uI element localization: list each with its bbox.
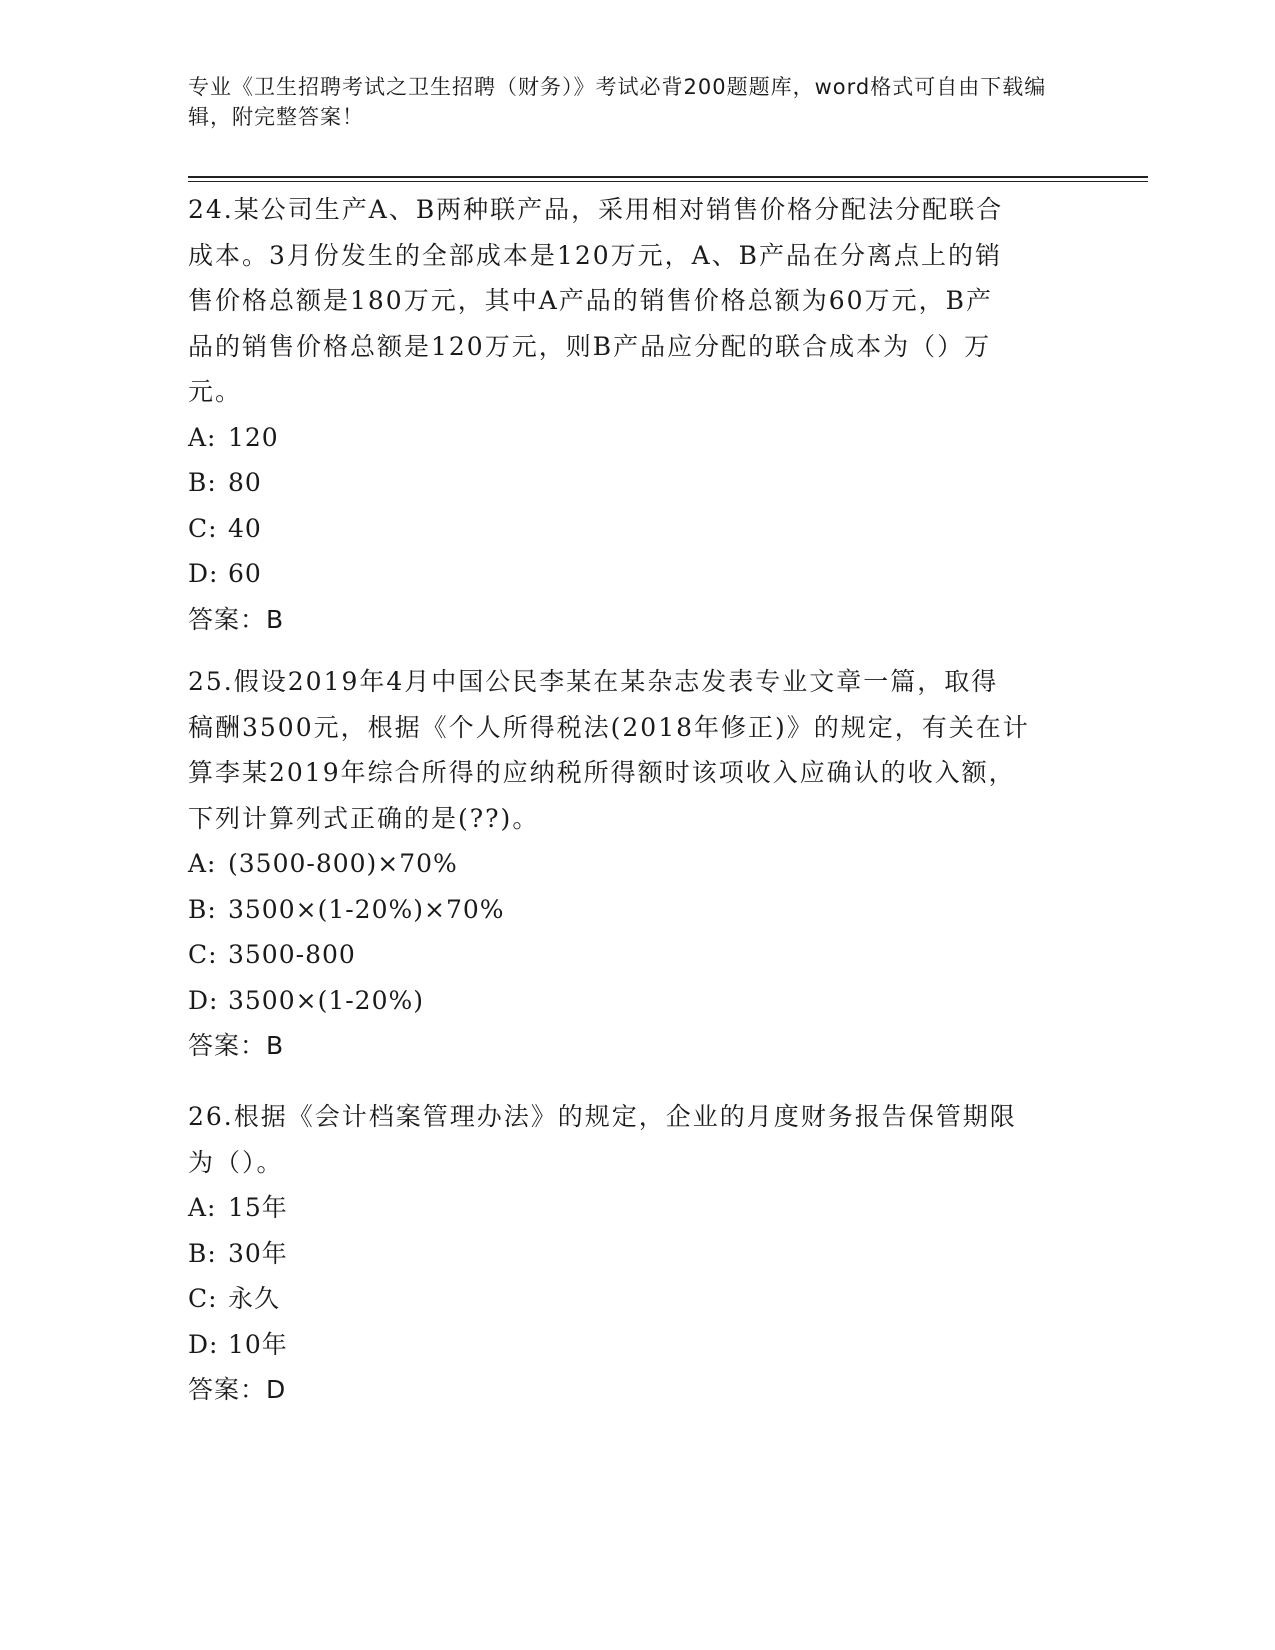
option-a: [188, 1185, 1088, 1231]
option-letter: B:: [188, 1238, 217, 1268]
question-26: [188, 1094, 1088, 1413]
option-letter: B:: [188, 894, 217, 924]
option-text: 80: [228, 468, 262, 497]
answer-line: 答案：D: [188, 1375, 287, 1404]
option-a: [188, 841, 1088, 887]
option-text: 永久: [228, 1284, 281, 1313]
option-letter: A:: [188, 422, 217, 452]
option-letter: D:: [188, 985, 219, 1015]
option-text: (3500-800)×70%: [228, 849, 458, 878]
option-letter: A:: [188, 1193, 217, 1222]
option-text: 3500-800: [228, 940, 356, 969]
option-d: [188, 1322, 1088, 1368]
option-d: [188, 978, 1088, 1024]
option-text: 120: [228, 422, 279, 452]
option-c: [188, 506, 1088, 552]
option-letter: C:: [188, 513, 218, 543]
option-d: [188, 551, 1088, 597]
option-b: [188, 887, 1088, 933]
option-text: 10年: [228, 1329, 288, 1359]
option-text: 60: [228, 559, 262, 588]
answer-line: 答案：B: [188, 1031, 285, 1060]
option-text: 30年: [228, 1238, 288, 1268]
option-c: [188, 932, 1088, 978]
document-header: 专业《卫生招聘考试之卫生招聘（财务）》考试必背200题题库，word格式可自由下载编辑，附完整答案！: [188, 75, 1047, 129]
option-c: [188, 1276, 1088, 1322]
option-letter: D:: [188, 559, 219, 588]
option-letter: C:: [188, 940, 218, 969]
option-letter: A:: [188, 849, 217, 878]
option-a: [188, 415, 1088, 461]
answer-line: 答案：B: [188, 604, 285, 634]
option-letter: B:: [188, 468, 217, 497]
option-text: 40: [228, 513, 262, 543]
option-text: 3500×(1-20%): [228, 985, 424, 1015]
option-b: [188, 460, 1088, 506]
question-stem: 24.某公司生产A、B两种联产品，采用相对销售价格分配法分配联合 成本。3月份发生的全部成本是120万元，A、B产品在分离点上的销 售价格总额是180万元，其中A产品的销售价格总额为60万元，B产 品的销售价格总额是120万元，则B产品应分配的联合成本为（）万 元。: [188, 195, 1004, 406]
question-24: [188, 187, 1088, 642]
header-divider-thin: [188, 181, 1148, 182]
option-text: 3500×(1-20%)×70%: [228, 894, 505, 924]
question-stem: 25.假设2019年4月中国公民李某在某杂志发表专业文章一篇，取得 稿酬3500元，根据《个人所得税法(2018年修正)》的规定，有关在计 算李某2019年综合所得的应纳税所得额时该项收入应确认的收入额， 下列计算列式正确的是(??)。: [188, 667, 1030, 833]
option-text: 15年: [228, 1193, 288, 1222]
option-letter: D:: [188, 1329, 219, 1359]
option-letter: C:: [188, 1284, 218, 1313]
option-b: [188, 1231, 1088, 1277]
question-stem: 26.根据《会计档案管理办法》的规定，企业的月度财务报告保管期限 为（）。: [188, 1102, 1017, 1177]
question-25: [188, 659, 1088, 1069]
header-divider-thick: [188, 176, 1148, 178]
